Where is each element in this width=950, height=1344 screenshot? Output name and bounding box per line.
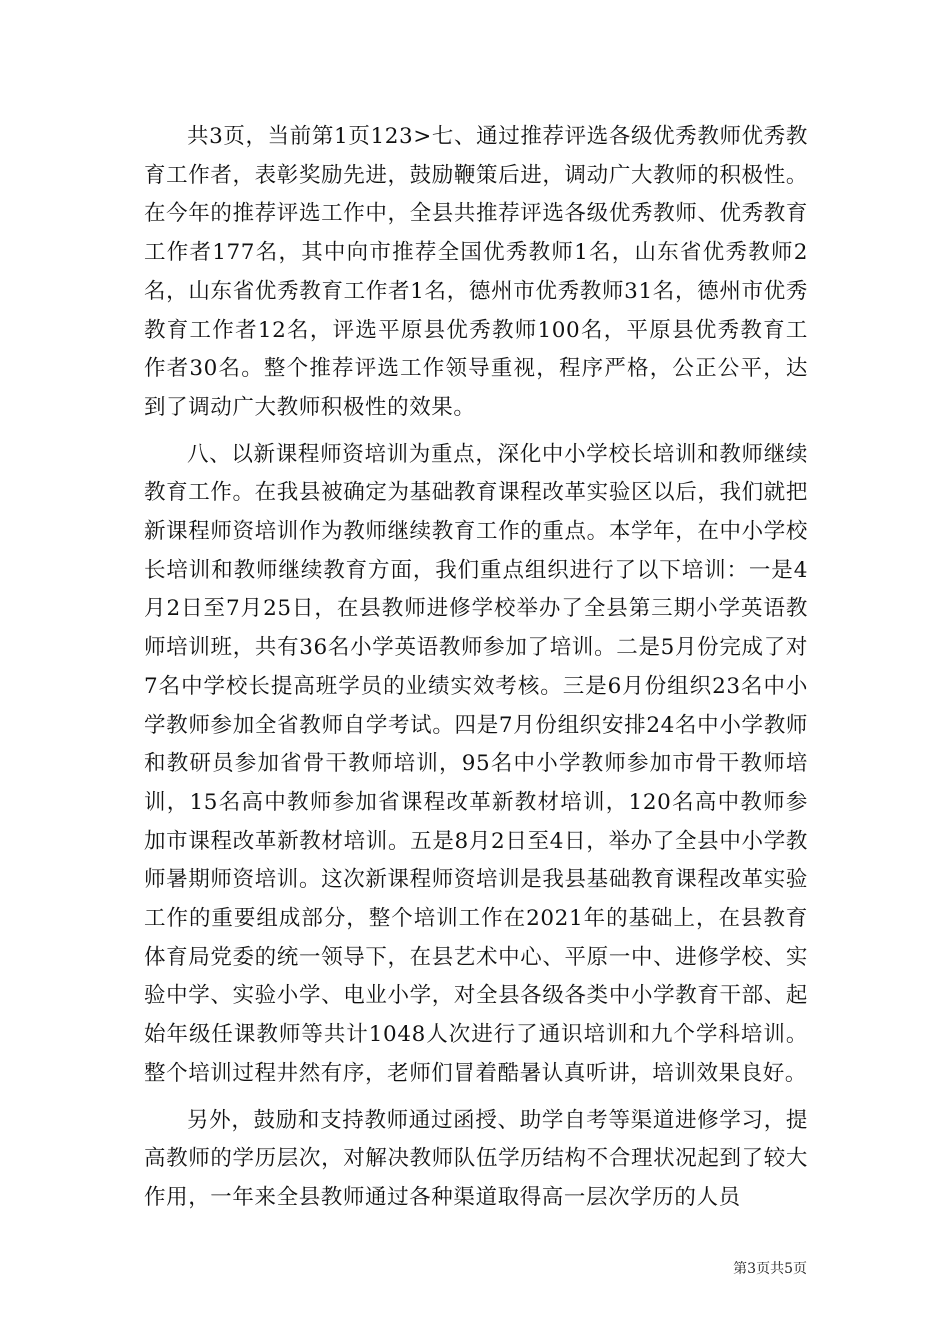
paragraph-further-education: 另外，鼓励和支持教师通过函授、助学自考等渠道进修学习，提高教师的学历层次，对解决教师队伍学历结构不合理状况起到了较大作用，一年来全县教师通过各种渠道取得高一层次学历的人员 [144,1107,808,1210]
page-number-footer: 第3页共5页 [733,1261,807,1277]
paragraph-teacher-awards: 共3页，当前第1页123>七、通过推荐评选各级优秀教师优秀教育工作者，表彰奖励先进，鼓励鞭策后进，调动广大教师的积极性。在今年的推荐评选工作中，全县共推荐评选各级优秀教师、优秀教育工作者177名，其中向市推荐全国优秀教师1名，山东省优秀教师2名，山东省优秀教育工作者1名，德州市优秀教师31名，德州市优秀教育工作者12名，评选平原县优秀教师100名，平原县优秀教育工作者30名。整个推荐评选工作领导重视，程序严格，公正公平，达到了调动广大教师积极性的效果。 [144,124,808,420]
paragraph-teacher-training: 八、以新课程师资培训为重点，深化中小学校长培训和教师继续教育工作。在我县被确定为基础教育课程改革实验区以后，我们就把新课程师资培训作为教师继续教育工作的重点。本学年，在中小学校长培训和教师继续教育方面，我们重点组织进行了以下培训：一是4月2日至7月25日，在县教师进修学校举办了全县第三期小学英语教师培训班，共有36名小学英语教师参加了培训。二是5月份完成了对7名中学校长提高班学员的业绩实效考核。三是6月份组织23名中小学教师参加全省教师自学考试。四是7月份组织安排24名中小学教师和教研员参加省骨干教师培训，95名中小学教师参加市骨干教师培训，15名高中教师参加省课程改革新教材培训，120名高中教师参加市课程改革新教材培训。五是8月2日至4日，举办了全县中小学教师暑期师资培训。这次新课程师资培训是我县基础教育课程改革实验工作的重要组成部分，整个培训工作在2021年的基础上，在县教育体育局党委的统一领导下，在县艺术中心、平原一中、进修学校、实验中学、实验小学、电业小学，对全县各级各类中小学教育干部、起始年级任课教师等共计1048人次进行了通识培训和九个学科培训。整个培训过程井然有序，老师们冒着酷暑认真听讲，培训效果良好。 [144,441,808,1086]
document-body [144,118,808,1226]
